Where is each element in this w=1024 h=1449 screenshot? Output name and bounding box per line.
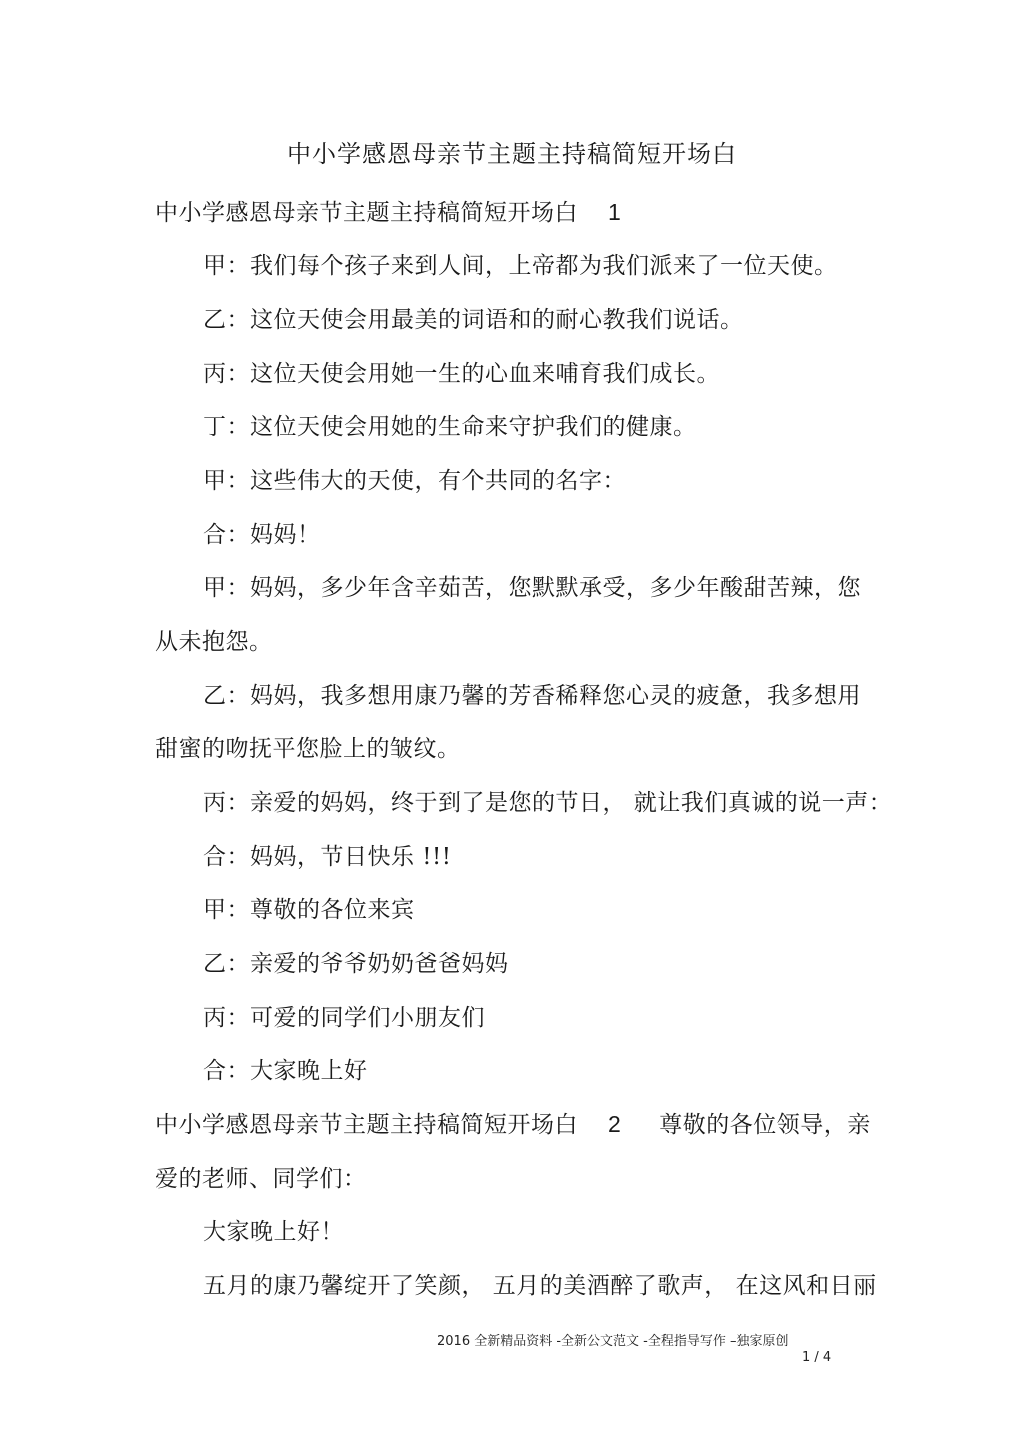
section-heading-text: 中小学感恩母亲节主题主持稿简短开场白 — [155, 1112, 578, 1138]
paragraph-line: 合：妈妈，节日快乐 !!! — [203, 844, 452, 870]
paragraph-line: 合：大家晚上好 — [203, 1058, 368, 1084]
section-heading-text: 中小学感恩母亲节主题主持稿简短开场白 — [155, 200, 578, 226]
paragraph-line: 丙：亲爱的妈妈，终于到了是您的节日， 就让我们真诚的说一声： — [203, 790, 893, 816]
paragraph-line: 合：妈妈！ — [203, 522, 321, 548]
section-number: 1 — [608, 199, 622, 225]
paragraph-line: 丙：这位天使会用她一生的心血来哺育我们成长。 — [203, 361, 720, 387]
section-number: 2 — [608, 1111, 622, 1137]
paragraph-line: 乙：亲爱的爷爷奶奶爸爸妈妈 — [203, 951, 509, 977]
paragraph-line: 大家晚上好！ — [203, 1219, 344, 1245]
document-title: 中小学感恩母亲节主题主持稿简短开场白 — [287, 140, 737, 168]
paragraph-line: 乙：妈妈，我多想用康乃馨的芳香稀释您心灵的疲惫，我多想用 — [203, 683, 861, 709]
paragraph-line: 甲：尊敬的各位来宾 — [203, 897, 415, 923]
paragraph-line: 爱的老师、同学们： — [155, 1166, 367, 1192]
paragraph-line: 甲：我们每个孩子来到人间，上帝都为我们派来了一位天使。 — [203, 253, 838, 279]
section-2-heading — [155, 1106, 871, 1139]
paragraph-line: 五月的康乃馨绽开了笑颜， 五月的美酒醉了歌声， 在这风和日丽 — [203, 1273, 877, 1299]
paragraph-line: 从未抱怨。 — [155, 629, 273, 655]
paragraph-line: 丙：可爱的同学们小朋友们 — [203, 1005, 485, 1031]
section-2-tail-text: 尊敬的各位领导，亲 — [659, 1112, 871, 1138]
paragraph-line: 甜蜜的吻抚平您脸上的皱纹。 — [155, 736, 461, 762]
paragraph-line: 甲：妈妈，多少年含辛茹苦，您默默承受，多少年酸甜苦辣，您 — [203, 575, 861, 601]
section-1-heading — [155, 194, 621, 227]
footer-text: 2016 全新精品资料 -全新公文范文 -全程指导写作 –独家原创 — [437, 1334, 789, 1349]
page-indicator: 1 / 4 — [802, 1350, 832, 1365]
paragraph-line: 甲：这些伟大的天使，有个共同的名字： — [203, 468, 626, 494]
paragraph-line: 丁：这位天使会用她的生命来守护我们的健康。 — [203, 414, 697, 440]
paragraph-line: 乙：这位天使会用最美的词语和的耐心教我们说话。 — [203, 307, 744, 333]
